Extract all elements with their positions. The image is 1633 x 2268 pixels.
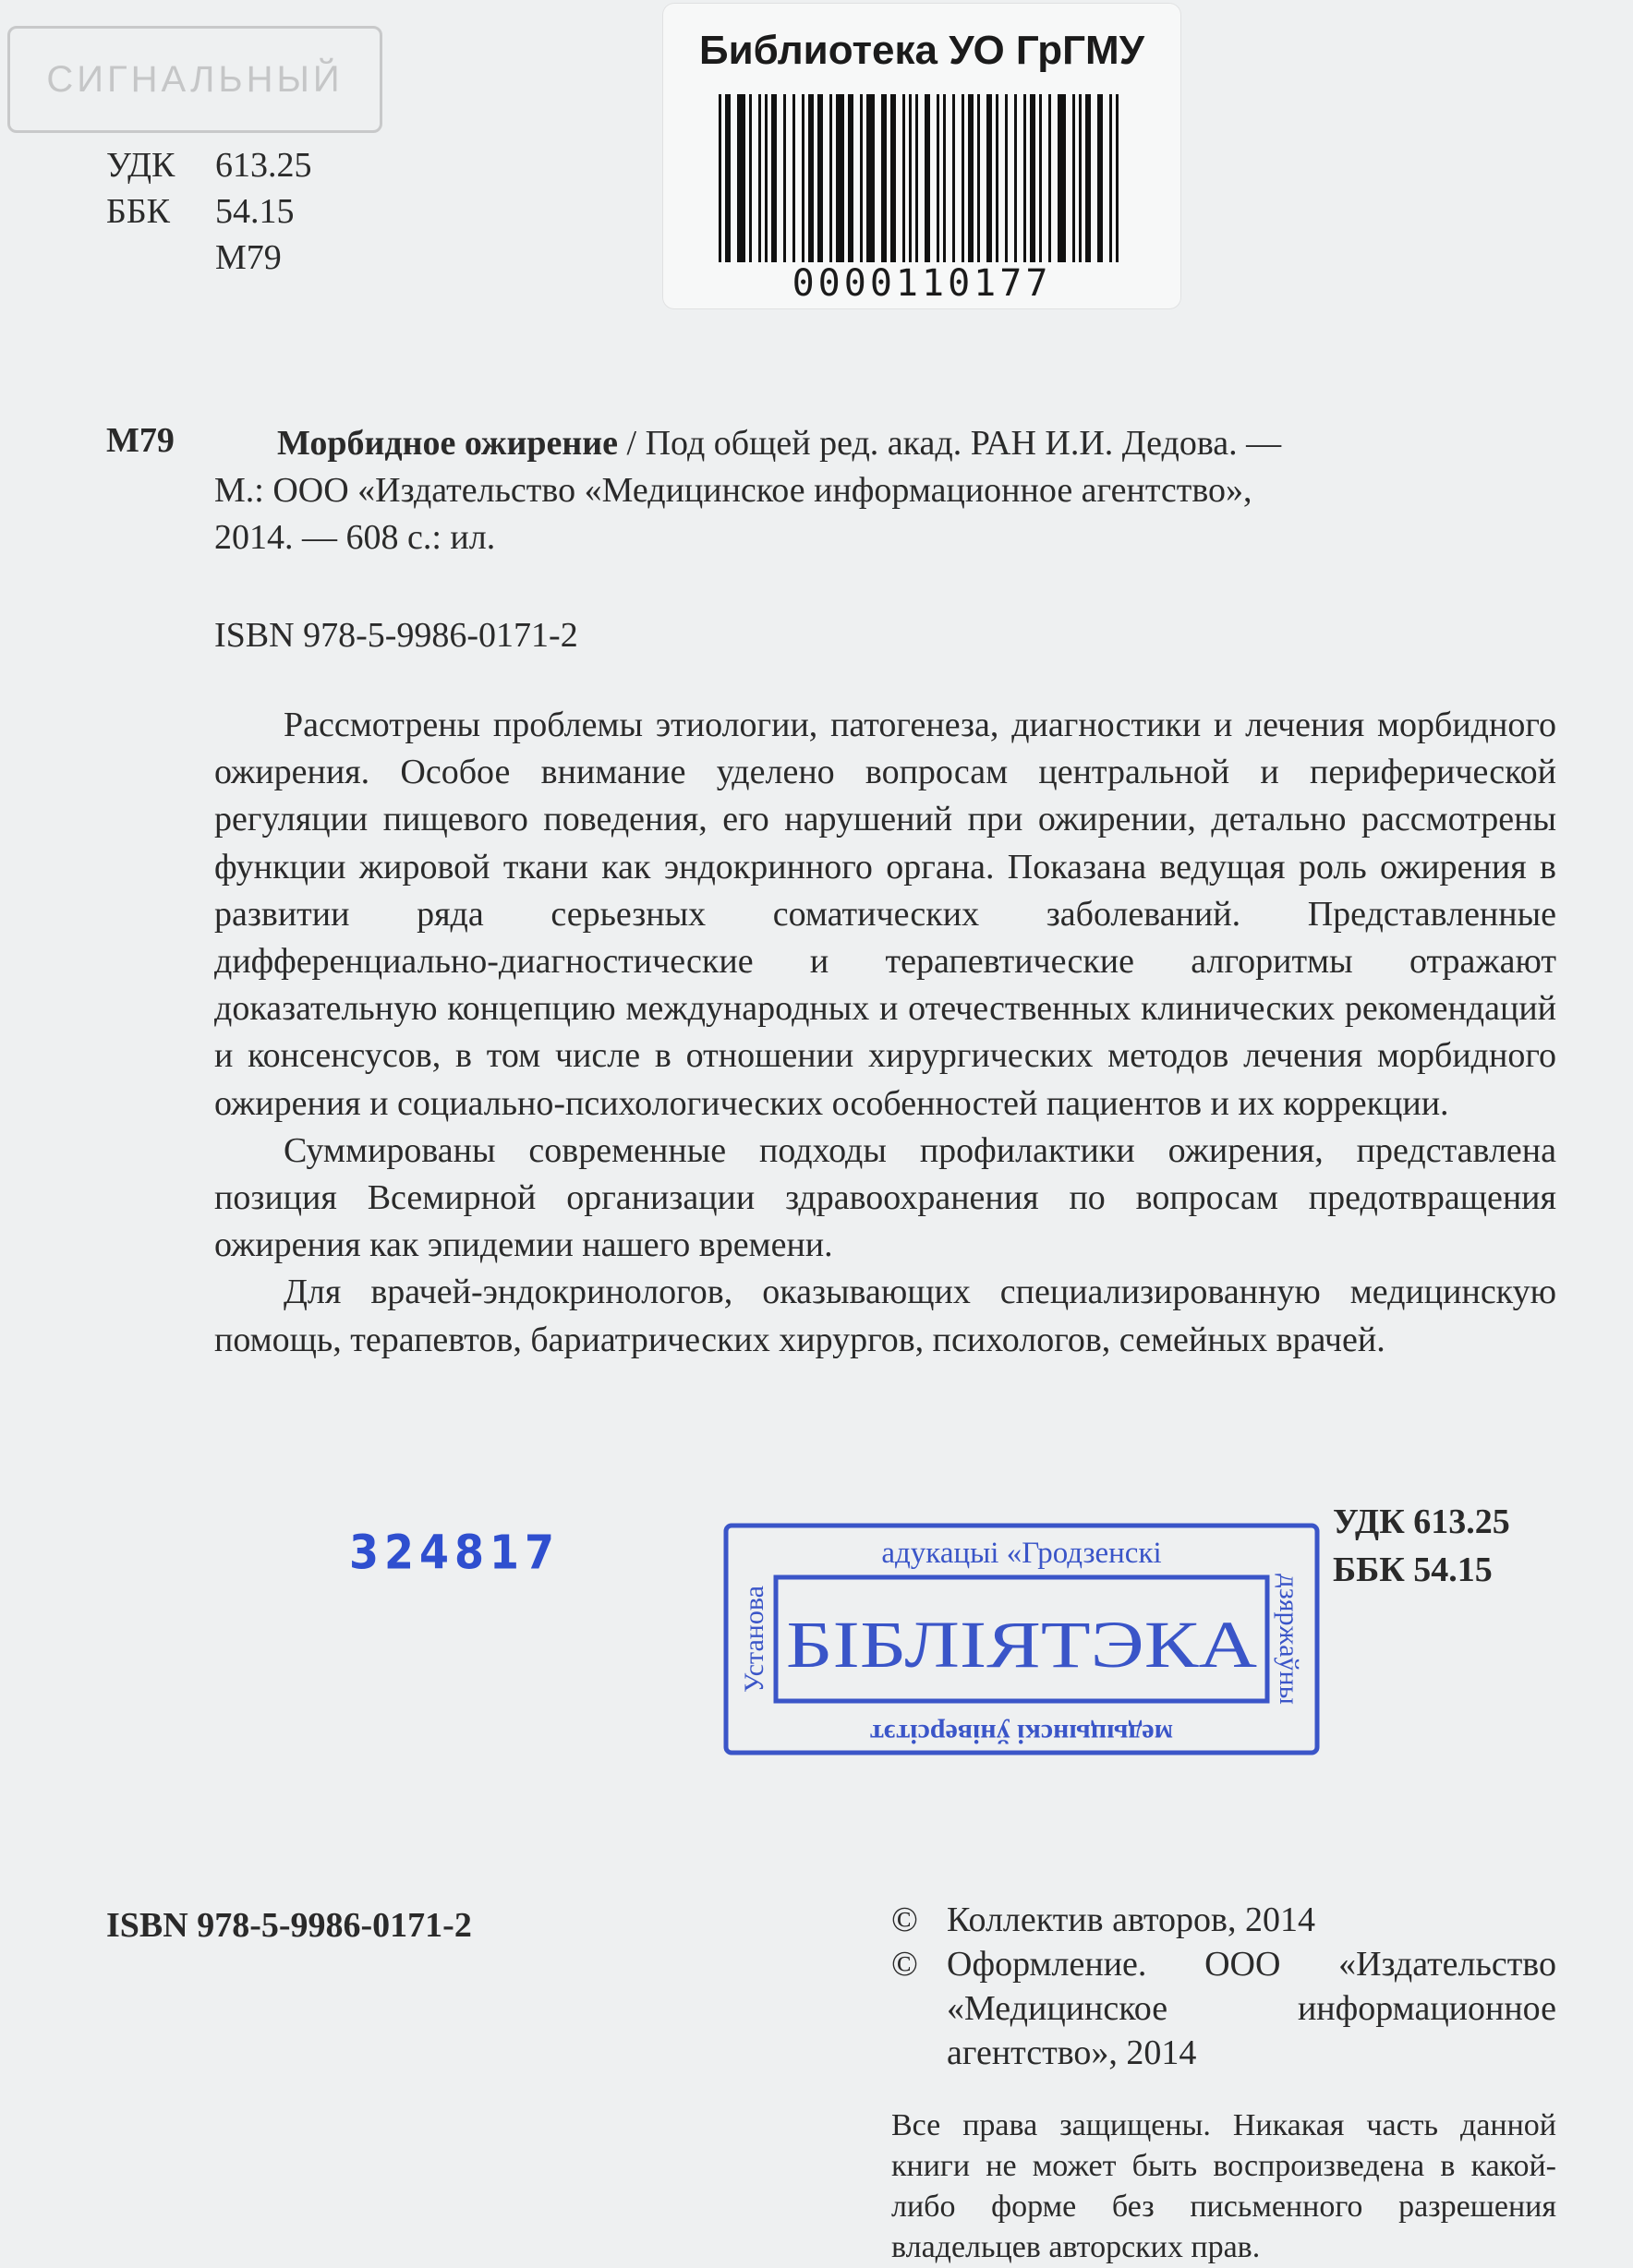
- entry-code: М79: [106, 421, 175, 460]
- barcode-bar: [836, 94, 844, 262]
- barcode-bar: [860, 94, 863, 262]
- classification-bottom: [1333, 1498, 1510, 1594]
- barcode-bar: [808, 94, 814, 262]
- library-stamp: [722, 1522, 1321, 1756]
- barcode-bar: [1079, 94, 1082, 262]
- barcode-bar: [848, 94, 853, 262]
- stamp-bottom-text: медыцынскі ўніверсітэт: [869, 1719, 1174, 1749]
- barcode-bar: [725, 94, 731, 262]
- barcode-bar: [737, 94, 745, 262]
- abstract-paragraph: Суммированы современные подходы профилактики ожирения, представлена позиция Всемирной организации здравоохранения по вопросам предотвращения ожирения как эпидемии нашего времени.: [214, 1130, 1556, 1265]
- stamp-top-left: [7, 26, 382, 133]
- entry-line-2: М.: ООО «Издательство «Медицинское информационное агентство»,: [214, 471, 1252, 510]
- barcode-bar: [962, 94, 964, 262]
- copyright-text: Оформление. ООО «Издательство «Медицинское информационное агентство», 2014: [947, 1945, 1556, 2072]
- classification-row: [106, 142, 312, 188]
- barcode-bar: [937, 94, 939, 262]
- barcode-bar: [1023, 94, 1026, 262]
- barcode-bar: [749, 94, 752, 262]
- barcode-bar: [996, 94, 998, 262]
- barcode-bar: [1085, 94, 1091, 262]
- classification-value: М79: [215, 238, 282, 277]
- classification-key: [106, 235, 215, 281]
- stamp-center-text: БІБЛІЯТЭКА: [786, 1608, 1258, 1682]
- barcode-bar: [792, 94, 795, 262]
- copyright-block: [891, 1898, 1556, 2075]
- isbn-bottom: ISBN 978-5-9986-0171-2: [106, 1906, 472, 1945]
- barcode-bar: [1048, 94, 1051, 262]
- barcode-bar: [915, 94, 918, 262]
- inventory-number: 324817: [349, 1525, 561, 1580]
- rights-notice: Все права защищены. Никакая часть данной книги не может быть воспроизведена в какой-либо форме без письменного разрешения владельцев авторских прав.: [891, 2108, 1556, 2264]
- classification-key: УДК: [106, 146, 175, 185]
- barcode-label: [663, 4, 1180, 308]
- entry-title: Морбидное ожирение: [277, 424, 619, 463]
- isbn-top: ISBN 978-5-9986-0171-2: [214, 616, 578, 655]
- barcode-bar: [1116, 94, 1119, 262]
- classification-row: [106, 235, 312, 281]
- barcode-bar: [968, 94, 974, 262]
- abstract-paragraph: Рассмотрены проблемы этиологии, патогенеза, диагностики и лечения морбидного ожирения. Особое внимание уделено вопросам центральной и периферической регуляции пищевого поведения, его нарушений при ожирении, детально рассмотрены функции жировой ткани как эндокринного органа. Показана ведущая роль ожирения в развитии ряда серьезных соматических заболеваний. Представленные дифференциально-диагностические и терапевтические алгоритмы отражают доказательную концепцию международных и отечественных клинических рекомендаций и консенсусов, в том числе в отношении хирургических методов лечения морбидного ожирения и социально-психологических особенностей пациентов и их коррекции.: [214, 706, 1556, 1123]
- stamp-top-text: адукацыі «Гродзенскі: [881, 1537, 1162, 1570]
- stamp-right-text: дзяржаўны: [1274, 1574, 1304, 1705]
- bbk-bottom: ББК 54.15: [1333, 1550, 1493, 1589]
- copyright-text: Коллектив авторов, 2014: [947, 1900, 1315, 1939]
- entry-line-3: 2014. — 608 с.: ил.: [214, 518, 496, 557]
- barcode-bar: [1005, 94, 1008, 262]
- barcode-bar: [1109, 94, 1112, 262]
- barcode-bar: [925, 94, 930, 262]
- barcode-bar: [758, 94, 761, 262]
- copyright-line: [891, 1898, 1556, 1942]
- barcode-bar: [1058, 94, 1066, 262]
- classification-value: 54.15: [215, 192, 295, 231]
- copyright-line: [891, 1942, 1556, 2075]
- entry-line-1: [277, 420, 1556, 467]
- barcode-bar: [1014, 94, 1017, 262]
- udk-bottom: УДК 613.25: [1333, 1502, 1510, 1541]
- abstract-paragraph: Для врачей-эндокринологов, оказывающих специализированную медицинскую помощь, терапевтов, бариатрических хирургов, психологов, семейных врачей.: [214, 1273, 1556, 1359]
- barcode-bar: [771, 94, 777, 262]
- barcode-bar: [817, 94, 823, 262]
- barcode-bar: [765, 94, 768, 262]
- barcode-bar: [943, 94, 946, 262]
- classification-top: [106, 142, 312, 281]
- barcode-bar: [881, 94, 887, 262]
- barcode-bar: [1039, 94, 1042, 262]
- barcode-bar: [952, 94, 955, 262]
- barcode-bar: [1030, 94, 1035, 262]
- barcode-bar: [719, 94, 721, 262]
- classification-value: 613.25: [215, 146, 312, 185]
- barcode-bar: [866, 94, 875, 262]
- classification-row: [106, 188, 312, 235]
- classification-key: ББК: [106, 192, 170, 231]
- abstract: [214, 702, 1556, 1364]
- barcode-bars: [719, 94, 1125, 262]
- barcode-bar: [802, 94, 804, 262]
- barcode-bar: [902, 94, 905, 262]
- barcode-bar: [986, 94, 992, 262]
- barcode-bar: [829, 94, 832, 262]
- barcode-bar: [1072, 94, 1075, 262]
- copyright-icon: ©: [891, 1900, 918, 1939]
- copyright-icon: ©: [891, 1945, 918, 1984]
- stamp-top-left-text: СИГНАЛЬНЫЙ: [46, 58, 344, 100]
- entry-line1-rest: / Под общей ред. акад. РАН И.И. Дедова. —: [618, 424, 1282, 463]
- barcode-bar: [1097, 94, 1103, 262]
- barcode-bar: [890, 94, 896, 262]
- barcode-number: 0000110177: [792, 262, 1052, 305]
- stamp-left-text: Установа: [739, 1586, 769, 1693]
- barcode-bar: [977, 94, 980, 262]
- barcode-bar: [909, 94, 912, 262]
- barcode-bar: [783, 94, 786, 262]
- barcode-title: Библиотека УО ГрГМУ: [698, 28, 1145, 73]
